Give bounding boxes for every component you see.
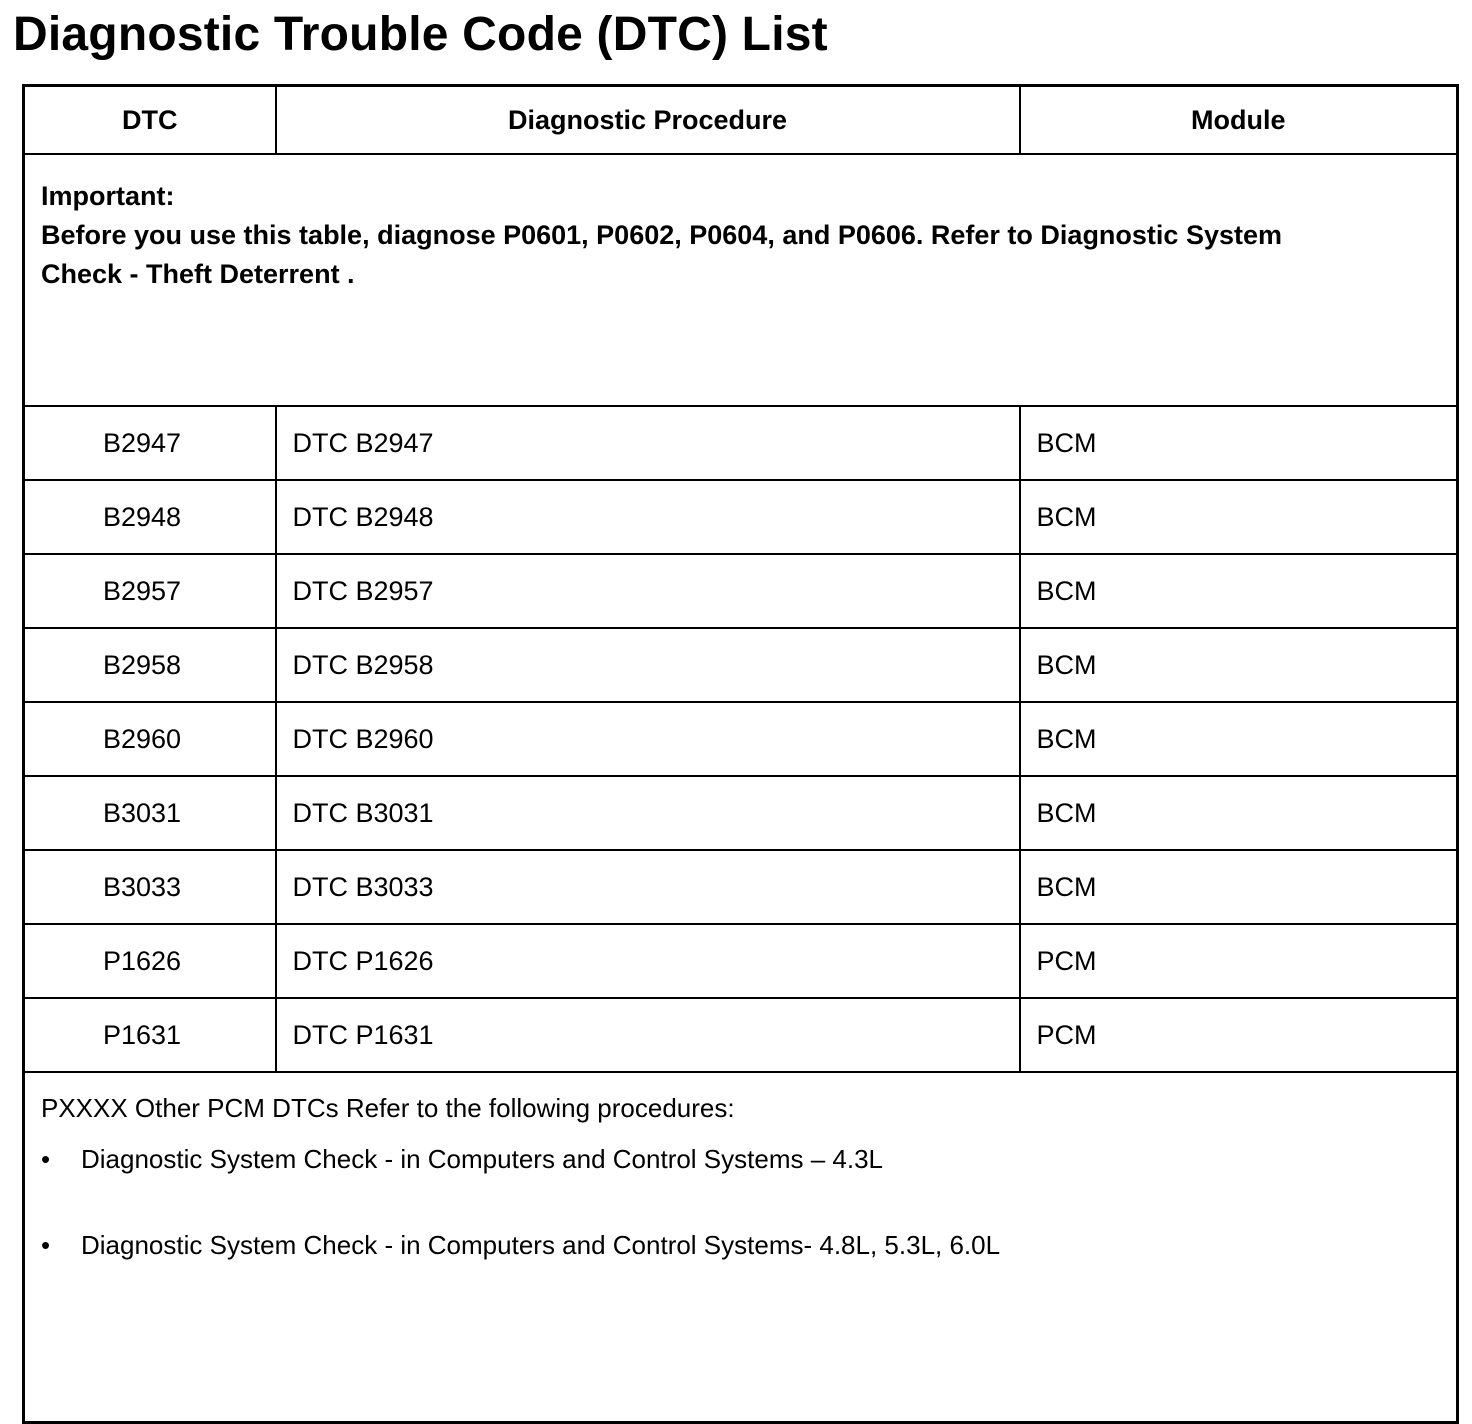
table-row [24, 776, 1458, 850]
procedure-link[interactable]: DTC P1631 [276, 998, 1020, 1072]
table-row [24, 554, 1458, 628]
bullet-icon: • [41, 1230, 51, 1260]
module-cell: BCM [1020, 406, 1458, 480]
dtc-code-cell: B3033 [24, 850, 276, 924]
procedure-link[interactable]: DTC B2947 [276, 406, 1020, 480]
module-cell: BCM [1020, 628, 1458, 702]
procedure-link[interactable]: DTC B3033 [276, 850, 1020, 924]
list-item [41, 1226, 1456, 1312]
module-cell: PCM [1020, 924, 1458, 998]
procedure-link[interactable]: DTC P1626 [276, 924, 1020, 998]
footer-intro: PXXXX Other PCM DTCs Refer to the following procedures: [41, 1093, 735, 1123]
dtc-code-cell: P1631 [24, 998, 276, 1072]
table-row [24, 924, 1458, 998]
table-row [24, 480, 1458, 554]
table-row [24, 406, 1458, 480]
procedure-link[interactable]: DTC B2960 [276, 702, 1020, 776]
page-title: Diagnostic Trouble Code (DTC) List [13, 8, 828, 61]
column-header-dtc: DTC [24, 86, 276, 155]
procedure-reference-link[interactable]: Diagnostic System Check - in Computers and Control Systems – 4.3L [81, 1144, 884, 1174]
module-cell: BCM [1020, 850, 1458, 924]
table-row [24, 628, 1458, 702]
footer-row [24, 1072, 1458, 1423]
column-header-procedure: Diagnostic Procedure [276, 86, 1020, 155]
column-header-module: Module [1020, 86, 1458, 155]
procedure-link[interactable]: DTC B2958 [276, 628, 1020, 702]
module-cell: BCM [1020, 702, 1458, 776]
table-header-row [24, 86, 1458, 155]
module-cell: BCM [1020, 776, 1458, 850]
list-item [41, 1140, 1456, 1226]
dtc-code-cell: B2960 [24, 702, 276, 776]
table-row [24, 702, 1458, 776]
module-cell: PCM [1020, 998, 1458, 1072]
table-row [24, 850, 1458, 924]
procedure-link[interactable]: DTC B2948 [276, 480, 1020, 554]
dtc-code-cell: B2957 [24, 554, 276, 628]
bullet-icon: • [41, 1144, 51, 1174]
module-cell: BCM [1020, 480, 1458, 554]
procedure-link[interactable]: DTC B2957 [276, 554, 1020, 628]
notice-row [24, 154, 1458, 406]
procedure-list [41, 1140, 1456, 1312]
dtc-code-cell: B2958 [24, 628, 276, 702]
dtc-code-cell: B2948 [24, 480, 276, 554]
module-cell: BCM [1020, 554, 1458, 628]
dtc-code-cell: B3031 [24, 776, 276, 850]
dtc-table [22, 84, 1459, 1424]
notice-body: Before you use this table, diagnose P0601, P0602, P0604, and P0606. Refer to Diagnostic System Check - Theft Deterrent . [41, 220, 1282, 289]
notice-cell [24, 154, 1458, 406]
procedure-link[interactable]: DTC B3031 [276, 776, 1020, 850]
table-row [24, 998, 1458, 1072]
notice-heading: Important: [41, 181, 175, 211]
dtc-code-cell: P1626 [24, 924, 276, 998]
dtc-code-cell: B2947 [24, 406, 276, 480]
footer-cell [24, 1072, 1458, 1423]
procedure-reference-link[interactable]: Diagnostic System Check - in Computers and Control Systems- 4.8L, 5.3L, 6.0L [81, 1230, 1001, 1260]
